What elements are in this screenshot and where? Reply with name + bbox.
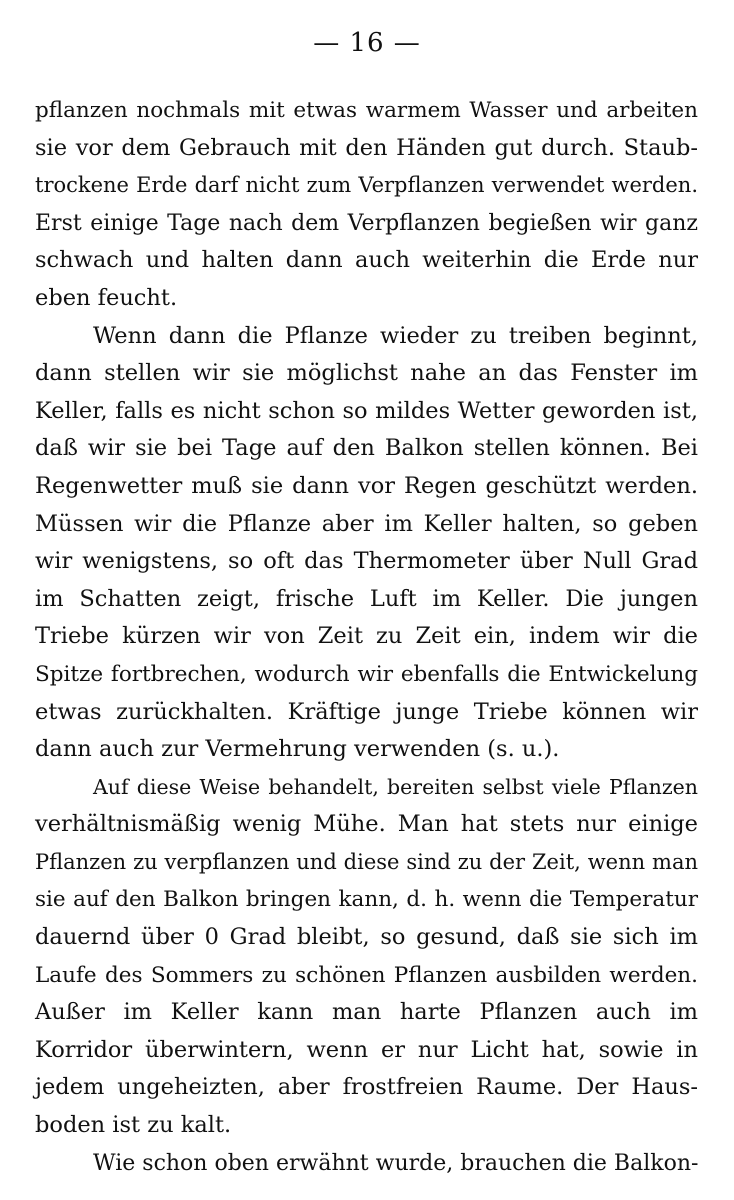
text-line: wir wenigstens, so oft das Thermometer über Null Grad — [35, 548, 698, 575]
text-line: trockene Erde darf nicht zum Verpflanzen verwendet werden. — [35, 173, 698, 198]
page-number: — 16 — — [313, 28, 421, 58]
text-line: sie vor dem Gebrauch mit den Händen gut durch. Staub- — [35, 134, 698, 161]
text-line: Korridor überwintern, wenn er nur Licht hat, sowie in — [35, 1036, 698, 1063]
body-text — [35, 92, 698, 1182]
text-line: daß wir sie bei Tage auf den Balkon stellen können. Bei — [35, 435, 698, 462]
text-line: sie auf den Balkon bringen kann, d. h. wenn die Temperatur — [35, 887, 698, 913]
text-line: Regenwetter muß sie dann vor Regen geschützt werden. — [35, 472, 698, 499]
text-line: im Schatten zeigt, frische Luft im Keller. Die jungen — [35, 585, 698, 612]
text-line: jedem ungeheizten, aber frostfreien Raume. Der Haus- — [35, 1074, 698, 1101]
text-line: Pflanzen zu verpflanzen und diese sind zu der Zeit, wenn man — [35, 849, 698, 874]
text-line: Auf diese Weise behandelt, bereiten selbst viele Pflanzen — [93, 774, 698, 799]
text-line: Keller, falls es nicht schon so mildes Wetter geworden ist, — [35, 397, 698, 424]
text-line: pflanzen nochmals mit etwas warmem Wasser und arbeiten — [35, 98, 698, 123]
text-line: dann stellen wir sie möglichst nahe an das Fenster im — [35, 360, 698, 387]
text-line: boden ist zu kalt. — [35, 1112, 232, 1139]
text-line: Außer im Keller kann man harte Pflanzen auch im — [35, 999, 698, 1026]
text-line: Müssen wir die Pflanze aber im Keller halten, so geben — [35, 510, 698, 537]
text-line: dann auch zur Vermehrung verwenden (s. u.). — [35, 736, 560, 763]
text-line: schwach und halten dann auch weiterhin die Erde nur — [35, 247, 698, 274]
text-line: Triebe kürzen wir von Zeit zu Zeit ein, indem wir die — [35, 623, 698, 650]
text-line: eben feucht. — [35, 284, 178, 311]
text-line: dauernd über 0 Grad bleibt, so gesund, daß sie sich im — [35, 924, 698, 951]
text-line: Spitze fortbrechen, wodurch wir ebenfalls die Entwickelung — [35, 661, 698, 687]
text-line: Wie schon oben erwähnt wurde, brauchen die Balkon- — [93, 1150, 699, 1176]
text-line: etwas zurückhalten. Kräftige junge Triebe können wir — [35, 698, 698, 725]
text-line: verhältnismäßig wenig Mühe. Man hat stets nur einige — [35, 811, 698, 838]
text-line: Erst einige Tage nach dem Verpflanzen begießen wir ganz — [35, 210, 698, 236]
text-line: Laufe des Sommers zu schönen Pflanzen ausbilden werden. — [35, 962, 698, 988]
text-line: Wenn dann die Pflanze wieder zu treiben beginnt, — [93, 322, 698, 349]
